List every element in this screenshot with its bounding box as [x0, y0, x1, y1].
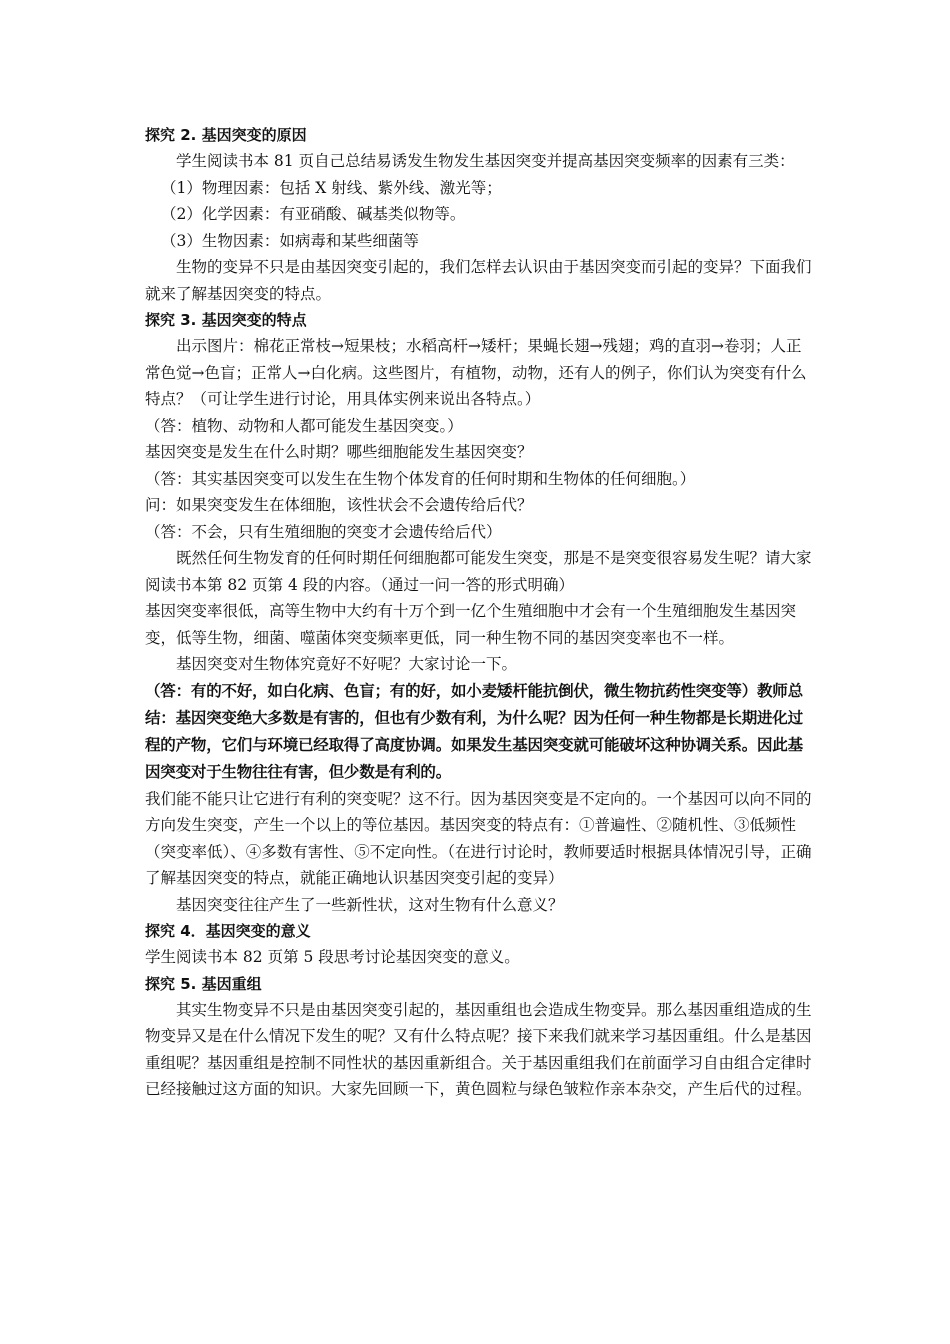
question-3: 问：如果突变发生在体细胞，该性状会不会遗传给后代？ — [145, 496, 533, 514]
answer-2: （答：其实基因突变可以发生在生物个体发育的任何时期和生物体的任何细胞。） — [145, 469, 696, 488]
teacher-summary: （答：有的不好，如白化病、色盲；有的好，如小麦矮杆能抗倒伏，微生物抗药性突变等）教师总结：基因突变绝大多数是有害的，但也有少数有利，为什么呢？因为任何一种生物都是长期进化过程的产物，它们与环境已经取得了高度协调。如果发生基因突变就可能破坏这种协调关系。因此基因突变对于生物往往有害，但少数是有利的。 — [145, 681, 803, 781]
factor-biological: （3）生物因素：如病毒和某些细菌等 — [161, 231, 419, 250]
directionality-paragraph: 我们能不能只让它进行有利的突变呢？这不行。因为基因突变是不定向的。一个基因可以向不同的方向发生突变，产生一个以上的等位基因。基因突变的特点有：①普遍性、②随机性、③低频性（突变率低）、④多数有害性、⑤不定向性。（在进行讨论时，教师要适时根据具体情况引导，正确了解基因突变的特点，就能正确地认识基因突变引起的变异） — [145, 789, 812, 887]
question-5: 基因突变对生物体究竟好不好呢？大家讨论一下。 — [176, 655, 518, 673]
show-pictures-paragraph: 出示图片：棉花正常枝→短果枝；水稻高杆→矮杆；果蝇长翅→残翅；鸡的直羽→卷羽；人正常色觉→色盲；正常人→白化病。这些图片，有植物，动物，还有人的例子，你们认为突变有什么特点？（可让学生进行讨论，用具体实例来说出各特点。） — [145, 337, 807, 408]
section4-text: 学生阅读书本 82 页第 5 段思考讨论基因突变的意义。 — [145, 948, 520, 966]
frequency-paragraph: 基因突变率很低，高等生物中大约有十万个到一亿个生殖细胞中才会有一个生殖细胞发生基因突变，低等生物，细菌、噬菌体突变频率更低，同一种生物不同的基因突变率也不一样。 — [145, 602, 797, 647]
document-page — [145, 122, 815, 1103]
factor-chemical: （2）化学因素：有亚硝酸、碱基类似物等。 — [161, 205, 466, 223]
factor-physical: （1）物理因素：包括 X 射线、紫外线、激光等； — [161, 178, 502, 197]
answer-3: （答：不会，只有生殖细胞的突变才会遗传给后代） — [145, 522, 502, 541]
question-2: 基因突变是发生在什么时期？哪些细胞能发生基因突变？ — [145, 443, 533, 461]
section2-heading: 探究 2. 基因突变的原因 — [145, 126, 307, 144]
section3-heading: 探究 3. 基因突变的特点 — [145, 311, 307, 329]
question-6: 基因突变往往产生了一些新性状，这对生物有什么意义？ — [176, 895, 564, 914]
question-4: 既然任何生物发育的任何时期任何细胞都可能发生突变，那是不是突变很容易发生呢？请大家阅读书本第 82 页第 4 段的内容。（通过一问一答的形式明确） — [145, 549, 812, 594]
answer-1: （答：植物、动物和人都可能发生基因突变。） — [145, 416, 463, 435]
section5-text: 其实生物变异不只是由基因突变引起的，基因重组也会造成生物变异。那么基因重组造成的生物变异又是在什么情况下发生的呢？又有什么特点呢？接下来我们就来学习基因重组。什么是基因重组呢？基因重组是控制不同性状的基因重新组合。关于基因重组我们在前面学习自由组合定律时已经接触过这方面的知识。大家先回顾一下，黄色圆粒与绿色皱粒作亲本杂交，产生后代的过程。 — [145, 1000, 812, 1098]
section2-intro: 学生阅读书本 81 页自己总结易诱发生物发生基因突变并提高基因突变频率的因素有三类： — [176, 152, 795, 170]
section5-heading: 探究 5. 基因重组 — [145, 974, 262, 993]
section4-heading: 探究 4．基因突变的意义 — [145, 922, 311, 940]
section2-transition: 生物的变异不只是由基因突变引起的，我们怎样去认识由于基因突变而引起的变异？下面我们就来了解基因突变的特点。 — [145, 258, 812, 303]
